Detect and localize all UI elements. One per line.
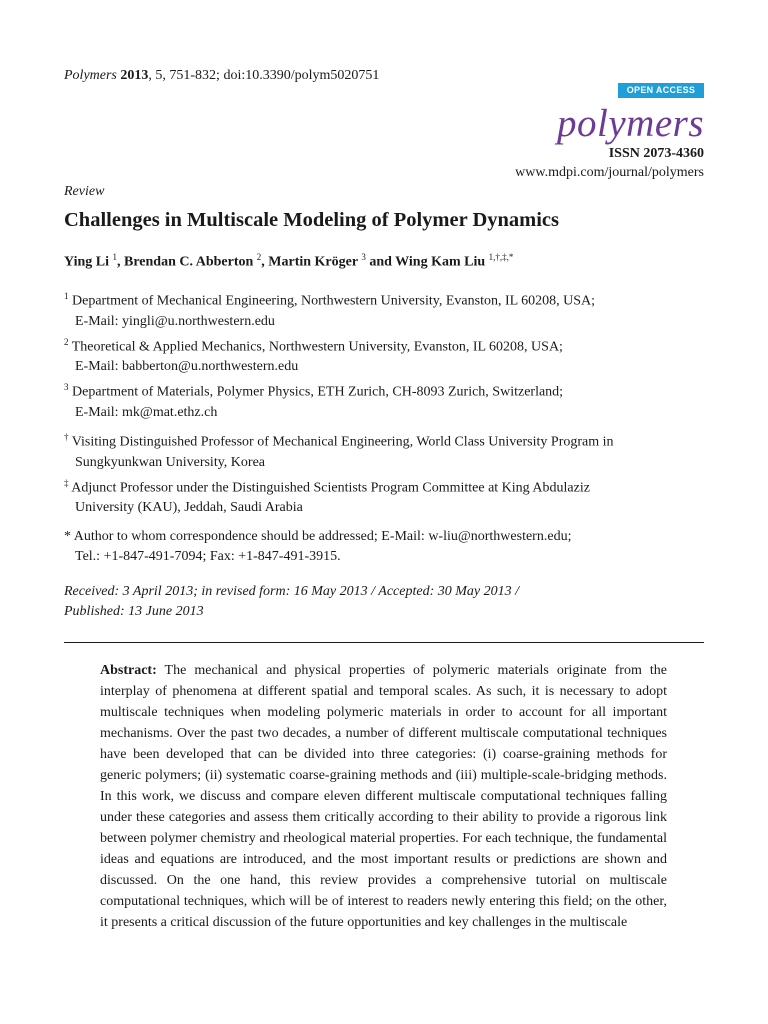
citation-year: 2013 [120,68,149,83]
author-name: Martin Kröger [268,254,358,270]
affiliation-email[interactable]: E-Mail: mk@mat.ethz.ch [75,404,218,420]
article-type: Review [64,184,105,199]
note-text-continued: University (KAU), Jeddah, Saudi Arabia [75,500,303,516]
affiliation-text: Theoretical & Applied Mechanics, Northwestern University, Evanston, IL 60208, USA; [71,339,563,355]
author-name: Brendan C. Abberton [124,254,254,270]
author-affiliation-mark: 2 [256,252,262,262]
dates-line-2: Published: 13 June 2013 [64,604,204,619]
note-text: Adjunct Professor under the Distinguished Scientists Program Committee at King Abdulaziz [71,480,590,496]
author-affiliation-mark [489,252,514,262]
journal-url[interactable]: www.mdpi.com/journal/polymers [515,165,704,180]
affiliation-email[interactable]: E-Mail: yingli@u.northwestern.edu [75,313,275,329]
author-separator: , [117,254,124,270]
affiliation-text: Department of Materials, Polymer Physics, ETH Zurich, CH-8093 Zurich, Switzerland; [72,384,564,400]
corresponding-author-star: * [508,252,514,262]
correspondence-text: Author to whom correspondence should be addressed; E-Mail: w-liu@northwestern.edu; [73,529,572,544]
open-access-badge: OPEN ACCESS [618,83,704,98]
author-separator: and [365,254,396,270]
affiliation-item [64,332,595,358]
affiliation-mark: 3 [64,382,69,393]
abstract-label: Abstract: [100,663,157,678]
correspondence-line [64,527,571,547]
publication-dates [64,582,519,622]
correspondence-contact: Tel.: +1-847-491-7094; Fax: +1-847-491-3915. [75,549,341,564]
citation-line [64,68,379,84]
affiliation-mark: 2 [64,336,69,347]
author-affiliation-mark: 3 [361,252,366,262]
affiliation-item [64,377,595,403]
horizontal-divider [64,642,704,643]
author-list [64,252,513,271]
author-separator: , [261,254,269,270]
author-affiliation-mark-text: 1,†,‡, [488,252,509,262]
affiliation-item [64,286,595,312]
journal-logo-text: polymers [557,102,704,145]
author-name: Ying Li [64,254,109,270]
issn: ISSN 2073-4360 [608,146,704,161]
author-name: Wing Kam Liu [395,254,486,270]
affiliation-email[interactable]: E-Mail: babberton@u.northwestern.edu [75,359,299,375]
author-affiliation-mark: 1 [112,252,117,262]
correspondence-mark: * [64,529,71,544]
author-note [64,473,614,499]
correspondence-note [64,527,571,567]
note-mark: † [64,432,69,442]
affiliation-mark: 1 [64,291,69,301]
citation-rest: , 5, 751-832; doi:10.3390/polym5020751 [148,68,380,83]
dates-line-1: Received: 3 April 2013; in revised form: 16 May 2013 / Accepted: 30 May 2013 / [64,584,520,599]
affiliation-list [64,286,595,423]
abstract [100,660,667,933]
abstract-text: The mechanical and physical properties of polymeric materials originate from the interplay of phenomena at different spatial and temporal scales. As such, it is necessary to adopt multiscale techniques when modeling polymeric materials in order to account for all important mechanisms. Over the past two decades, a number of different multiscale computational techniques have been developed that can be divided into three categories: (i) coarse-graining methods for generic polymers; (ii) systematic coarse-graining methods and (iii) multiple-scale-bridging methods. In this work, we discuss and compare eleven different multiscale computational techniques falling under these categories and assess them critically according to their ability to provide a rigorous link between polymer chemistry and rheological material properties. For each technique, the fundamental ideas and equations are introduced, and the most important results or predictions are shown and discussed. On the one hand, this review provides a comprehensive tutorial on multiscale computational techniques, which will be of interest to readers newly entering this field; on the other, it presents a critical discussion of the future opportunities and key challenges in the multiscale [100,663,667,930]
paper-title: Challenges in Multiscale Modeling of Polymer Dynamics [64,209,560,231]
note-text-continued: Sungkyunkwan University, Korea [75,454,266,470]
author-notes [64,427,614,518]
note-text: Visiting Distinguished Professor of Mechanical Engineering, World Class University Program in [71,434,614,450]
citation-journal: Polymers [64,68,117,83]
note-mark: ‡ [64,477,69,488]
author-note [64,427,614,453]
affiliation-text: Department of Mechanical Engineering, Northwestern University, Evanston, IL 60208, USA; [72,293,596,309]
